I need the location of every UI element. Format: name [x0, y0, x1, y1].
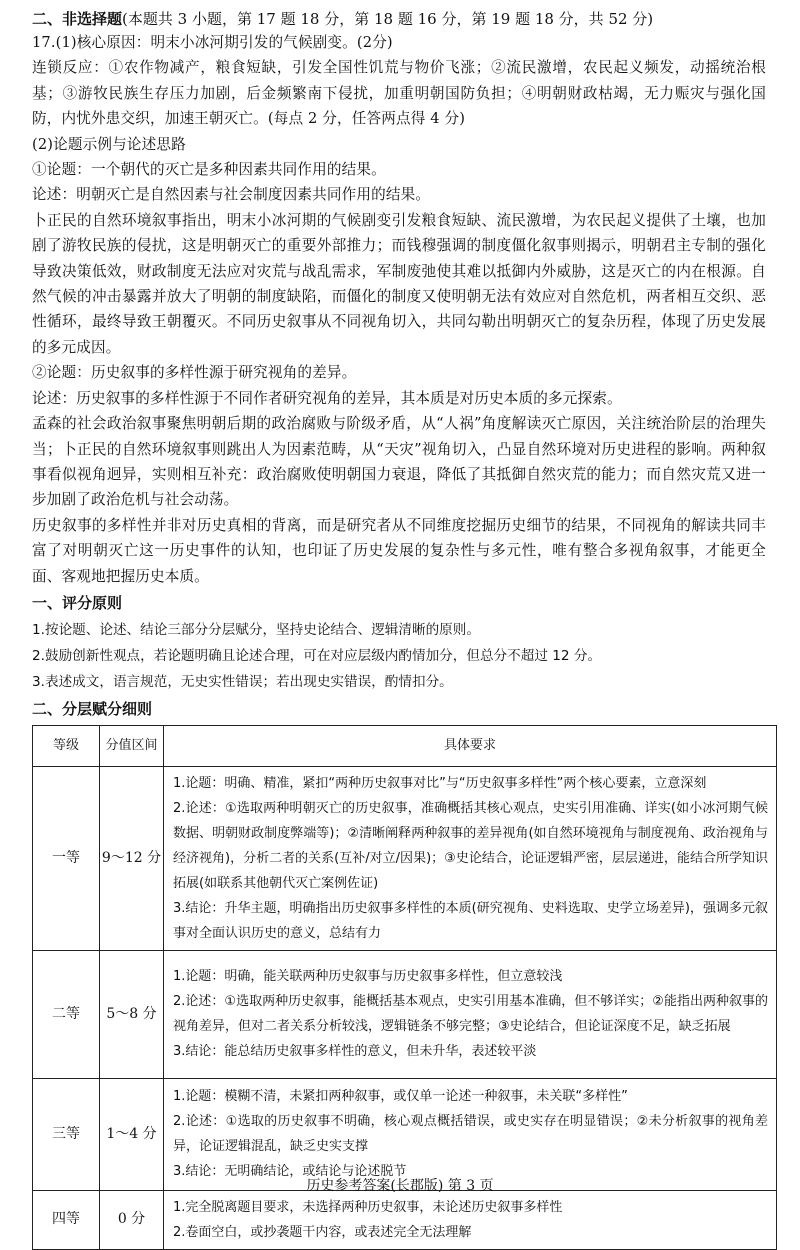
requirement-item: 1.论题：模糊不清，未紧扣两种叙事，或仅单一论述一种叙事，未关联“多样性”	[173, 1089, 628, 1105]
q17-paragraph-2: 孟森的社会政治叙事聚焦明朝后期的政治腐败与阶级矛盾，从“人祸”角度解读灭亡原因，关注统治阶层的治理失当；卜正民的自然环境叙事则跳出人为因素范畴，从“天灾”视角切入，凸显自然环境对历史进程的影响。两种叙事看似视角迥异，实则相互补充：政治腐败使明朝国力衰退，降低了其抵御自然灾荒的能力；而自然灾荒又进一步加剧了政治危机与社会动荡。	[32, 415, 766, 509]
header-level: 等级	[33, 725, 100, 766]
section-title: 二、非选择题	[32, 10, 123, 28]
range-cell: 1～4 分	[100, 1078, 164, 1190]
level-cell: 四等	[33, 1190, 100, 1249]
q17-chain-reaction: 连锁反应：①农作物减产，粮食短缺，引发全国性饥荒与物价飞涨；②流民激增，农民起义频发，动摇统治根基；③游牧民族生存压力加剧，后金频繁南下侵扰，加重明朝国防负担；④明朝财政枯竭，无力赈灾与强化国防，内忧外患交织，加速王朝灭亡。(每点 2 分，任答两点得 4 分)	[32, 59, 766, 128]
requirement-item: 2.论述：①选取的历史叙事不明确，核心观点概括错误，或史实存在明显错误；②未分析叙事的视角差异，论证逻辑混乱，缺乏史实支撑	[173, 1114, 768, 1155]
requirement-item: 1.论题：明确、精准，紧扣“两种历史叙事对比”与“历史叙事多样性”两个核心要素，立意深刻	[173, 775, 707, 791]
level-cell: 三等	[33, 1078, 100, 1190]
question-17	[32, 30, 766, 589]
q17-thesis-2: ②论题：历史叙事的多样性源于研究视角的差异。	[32, 364, 357, 382]
section-note: (本题共 3 小题，第 17 题 18 分，第 18 题 16 分，第 19 题 18 分，共 52 分)	[122, 10, 654, 28]
header-range: 分值区间	[100, 725, 164, 766]
table-header-row	[33, 725, 777, 766]
range-cell: 0 分	[100, 1190, 164, 1249]
principle-item: 2.鼓励创新性观点，若论题明确且论述合理，可在对应层级内酌情加分，但总分不超过 12 分。	[32, 647, 602, 664]
q17-paragraph-1: 卜正民的自然环境叙事指出，明末小冰河期的气候剧变引发粮食短缺、流民激增，为农民起义提供了土壤，也加剧了游牧民族的侵扰，这是明朝灭亡的重要外部推力；而钱穆强调的制度僵化叙事则揭示，明朝君主专制的强化导致决策低效，财政制度无法应对灾荒与战乱需求，军制废弛使其难以抵御内外威胁，这是灭亡的内在根源。自然气候的冲击暴露并放大了明朝的制度缺陷，而僵化的制度又使明朝无法有效应对自然危机，两者相互交织、恶性循环，最终导致王朝覆灭。不同历史叙事从不同视角切入，共同勾勒出明朝灭亡的复杂历程，体现了历史发展的多元成因。	[32, 211, 766, 356]
header-requirements: 具体要求	[164, 725, 777, 766]
table-row	[33, 766, 777, 950]
level-cell: 一等	[33, 766, 100, 950]
principle-item: 1.按论题、论述、结论三部分分层赋分，坚持史论结合、逻辑清晰的原则。	[32, 621, 480, 638]
q17-argument-1: 论述：明朝灭亡是自然因素与社会制度因素共同作用的结果。	[32, 186, 431, 204]
table-row	[33, 950, 777, 1078]
requirement-item: 3.结论：能总结历史叙事多样性的意义，但未升华，表述较平淡	[173, 1044, 537, 1060]
requirement-item: 3.结论：无明确结论，或结论与论述脱节	[173, 1164, 407, 1180]
q17-argument-2: 论述：历史叙事的多样性源于不同作者研究视角的差异，其本质是对历史本质的多元探索。	[32, 389, 622, 407]
principle-item: 3.表述成文，语言规范，无史实性错误；若出现史实错误，酌情扣分。	[32, 673, 453, 690]
scoring-principles-heading: 一、评分原则	[32, 593, 123, 612]
range-cell: 5～8 分	[100, 950, 164, 1078]
breakdown-heading: 二、分层赋分细则	[32, 699, 153, 718]
requirements-cell	[164, 766, 777, 950]
requirements-cell	[164, 950, 777, 1078]
q17-core-cause: 17.(1)核心原因：明末小冰河期引发的气候剧变。(2分)	[32, 34, 393, 51]
scoring-principles	[32, 617, 766, 695]
q17-thesis-1: ①论题：一个朝代的灭亡是多种因素共同作用的结果。	[32, 161, 386, 179]
section-heading	[32, 8, 766, 30]
page-footer: 历史参考答案(长郡版) 第 3 页	[306, 1178, 494, 1194]
requirement-item: 1.完全脱离题目要求，未选择两种历史叙事，未论述历史叙事多样性	[173, 1199, 563, 1215]
requirement-item: 3.结论：升华主题，明确指出历史叙事多样性的本质(研究视角、史料选取、史学立场差异)，强调多元叙事对全面认识历史的意义，总结有力	[173, 900, 768, 941]
range-cell: 9～12 分	[100, 766, 164, 950]
table-row	[33, 1078, 777, 1190]
scoring-table	[32, 725, 777, 1250]
level-cell: 二等	[33, 950, 100, 1078]
q17-part2-title: (2)论题示例与论述思路	[32, 135, 186, 153]
requirement-item: 2.论述：①选取两种历史叙事，能概括基本观点，史实引用基本准确，但不够详实；②能指出两种叙事的视角差异，但对二者关系分析较浅，逻辑链条不够完整；③史论结合，但论证深度不足，缺乏拓展	[173, 994, 768, 1035]
requirement-item: 2.论述：①选取两种明朝灭亡的历史叙事，准确概括其核心观点，史实引用准确、详实(如小冰河期气候数据、明朝财政制度弊端等)；②清晰阐释两种叙事的差异视角(如自然环境视角与制度视角、政治视角与经济视角)，分析二者的关系(互补/对立/因果)；③史论结合，论证逻辑严密，层层递进，能结合所学知识拓展(如联系其他朝代灭亡案例佐证)	[173, 800, 768, 891]
requirement-item: 1.论题：明确，能关联两种历史叙事与历史叙事多样性，但立意较浅	[173, 969, 563, 985]
q17-paragraph-3: 历史叙事的多样性并非对历史真相的背离，而是研究者从不同维度挖掘历史细节的结果，不同视角的解读共同丰富了对明朝灭亡这一历史事件的认知，也印证了历史发展的复杂性与多元性，唯有整合多视角叙事，才能更全面、客观地把握历史本质。	[32, 516, 766, 585]
table-row	[33, 1190, 777, 1249]
requirement-item: 2.卷面空白，或抄袭题干内容，或表述完全无法理解	[173, 1224, 472, 1240]
requirements-cell	[164, 1190, 777, 1249]
requirements-cell	[164, 1078, 777, 1190]
